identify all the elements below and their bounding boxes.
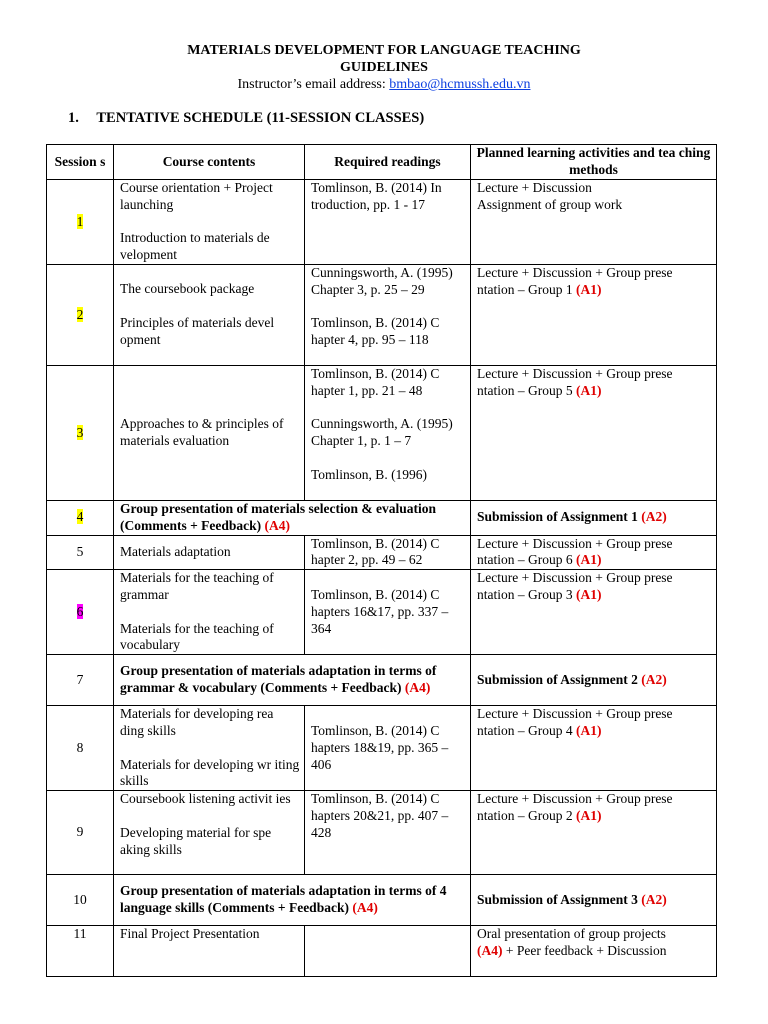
activity-line: Lecture + Discussion + Group prese ntation – Group 4 [477, 706, 673, 738]
assignment-tag: (A2) [641, 671, 667, 687]
activities-cell [471, 500, 717, 535]
session-number: 4 [76, 509, 84, 525]
session-cell [47, 535, 114, 570]
activity-line: Submission of Assignment 1 [477, 509, 638, 525]
instructor-email-line [0, 76, 768, 93]
reading-line: Tomlinson, B. (2014) In troduction, pp. 1 - 17 [311, 180, 442, 212]
content-line: Materials for developing wr iting skills [120, 756, 300, 789]
content-line: Coursebook listening activit ies [120, 791, 291, 807]
activities-cell [471, 535, 717, 570]
session-number: 9 [76, 824, 84, 840]
session-number: 6 [76, 603, 84, 619]
section-heading [68, 110, 424, 127]
content-line: Group presentation of materials selection & evaluation (Comments + Feedback) [120, 500, 436, 533]
content-line: The coursebook package [120, 281, 255, 297]
content-line: Introduction to materials de velopment [120, 230, 270, 263]
contents-cell [114, 180, 305, 265]
session-cell [47, 926, 114, 977]
header-readings: Required readings [305, 145, 471, 180]
session-number: 7 [76, 671, 84, 687]
table-row [47, 264, 717, 365]
activities-cell [471, 791, 717, 875]
reading-line: Tomlinson, B. (2014) C hapter 4, pp. 95 – 118 [311, 315, 440, 348]
session-cell [47, 264, 114, 365]
activity-line: Submission of Assignment 2 [477, 671, 638, 687]
session-cell [47, 180, 114, 265]
activities-cell [471, 570, 717, 655]
activities-cell [471, 655, 717, 706]
assignment-tag: (A1) [576, 281, 602, 297]
document-title: MATERIALS DEVELOPMENT FOR LANGUAGE TEACHING [187, 43, 581, 58]
content-line: Group presentation of materials adaptation in terms of grammar & vocabulary (Comments + Feedback) [120, 663, 437, 696]
table-row [47, 365, 717, 500]
content-line: Developing material for spe aking skills [120, 824, 272, 857]
session-number: 10 [73, 891, 87, 907]
table-row [47, 926, 717, 977]
content-line: Materials for the teaching of grammar [120, 570, 274, 602]
session-cell [47, 570, 114, 655]
reading-line: Cunningsworth, A. (1995) [311, 416, 453, 432]
session-cell [47, 365, 114, 500]
header-session: Session s [47, 145, 114, 180]
reading-line: Tomlinson, B. (2014) C hapters 16&17, pp. 337 – 364 [311, 586, 449, 636]
readings-cell [305, 926, 471, 977]
activities-cell [471, 926, 717, 977]
table-row [47, 535, 717, 570]
table-row [47, 570, 717, 655]
assignment-tag: (A1) [576, 552, 602, 568]
readings-cell [305, 365, 471, 500]
assignment-tag: (A1) [576, 382, 602, 398]
content-line: Principles of materials devel opment [120, 314, 275, 347]
activity-line: Oral presentation of group projects [477, 926, 666, 942]
assignment-tag: (A2) [641, 891, 667, 907]
reading-line: Tomlinson, B. (2014) C hapters 20&21, pp. 407 – 428 [311, 791, 449, 840]
readings-cell [305, 535, 471, 570]
email-link[interactable]: bmbao@hcmussh.edu.vn [389, 77, 531, 92]
activities-cell [471, 264, 717, 365]
contents-cell [114, 655, 471, 706]
activity-line: Assignment of group work [477, 196, 623, 212]
table-header-row [47, 145, 717, 180]
session-cell [47, 500, 114, 535]
session-cell [47, 875, 114, 926]
contents-cell [114, 875, 471, 926]
content-line: Final Project Presentation [120, 926, 260, 942]
activities-cell [471, 875, 717, 926]
section-number: 1. [68, 110, 79, 126]
email-label: Instructor’s email address: [237, 77, 386, 92]
content-line: Materials for the teaching of vocabulary [120, 620, 274, 653]
contents-cell [114, 706, 305, 791]
activity-line: Lecture + Discussion [477, 180, 592, 195]
readings-cell [305, 706, 471, 791]
document-header [0, 42, 768, 93]
contents-cell [114, 264, 305, 365]
content-line: Approaches to & principles of materials evaluation [120, 416, 284, 448]
activity-line: Lecture + Discussion + Group prese ntation – Group 5 [477, 365, 673, 398]
table-row [47, 180, 717, 265]
activity-line: Lecture + Discussion + Group prese ntation – Group 2 [477, 791, 673, 823]
session-number: 1 [76, 213, 84, 229]
section-title: TENTATIVE SCHEDULE (11-SESSION CLASSES) [96, 110, 425, 126]
content-line: Materials adaptation [120, 543, 231, 559]
activity-line: Lecture + Discussion + Group prese ntation – Group 6 [477, 535, 673, 568]
schedule-table [46, 144, 717, 977]
activities-cell [471, 706, 717, 791]
contents-cell [114, 926, 305, 977]
assignment-tag: (A1) [576, 722, 602, 738]
activity-line: + Peer feedback + Discussion [505, 942, 667, 958]
reading-line: Tomlinson, B. (1996) [311, 466, 428, 482]
table-row [47, 791, 717, 875]
readings-cell [305, 570, 471, 655]
assignment-tag: (A1) [576, 807, 602, 823]
assignment-tag: (A1) [576, 586, 602, 602]
reading-line: Chapter 1, p. 1 – 7 [311, 433, 412, 449]
session-cell [47, 706, 114, 791]
activities-cell [471, 180, 717, 265]
reading-line: Tomlinson, B. (2014) C hapters 18&19, pp. 365 – 406 [311, 722, 449, 772]
contents-cell [114, 365, 305, 500]
table-row [47, 500, 717, 535]
activity-line: Lecture + Discussion + Group prese ntation – Group 3 [477, 570, 673, 602]
session-cell [47, 655, 114, 706]
table-row [47, 655, 717, 706]
header-activities: Planned learning activities and tea ching methods [471, 145, 717, 180]
readings-cell [305, 791, 471, 875]
table-row [47, 875, 717, 926]
assignment-tag: (A2) [641, 509, 667, 525]
assignment-tag: (A4) [404, 680, 431, 696]
content-line: Group presentation of materials adaptation in terms of 4 language skills (Comments + Feedback) [120, 883, 447, 916]
contents-cell [114, 570, 305, 655]
session-number: 2 [76, 306, 84, 322]
readings-cell [305, 180, 471, 265]
readings-cell [305, 264, 471, 365]
contents-cell [114, 791, 305, 875]
session-cell [47, 791, 114, 875]
assignment-tag: (A4) [477, 942, 503, 958]
session-number: 3 [76, 424, 84, 440]
activity-line: Submission of Assignment 3 [477, 891, 638, 907]
contents-cell [114, 535, 305, 570]
reading-line: Tomlinson, B. (2014) C hapter 2, pp. 49 – 62 [311, 535, 440, 568]
session-number: 5 [76, 543, 84, 559]
table-row [47, 706, 717, 791]
activity-line: Lecture + Discussion + Group prese ntation – Group 1 [477, 264, 673, 297]
session-number: 8 [76, 739, 84, 755]
assignment-tag: (A4) [264, 517, 291, 533]
session-number: 11 [73, 926, 87, 942]
reading-line: Tomlinson, B. (2014) C hapter 1, pp. 21 – 48 [311, 365, 440, 398]
header-contents: Course contents [114, 145, 305, 180]
reading-line: Chapter 3, p. 25 – 29 [311, 281, 425, 297]
activities-cell [471, 365, 717, 500]
content-line: Materials for developing rea ding skills [120, 706, 274, 738]
reading-line: Cunningsworth, A. (1995) [311, 264, 453, 280]
assignment-tag: (A4) [352, 900, 378, 916]
content-line: Course orientation + Project launching [120, 180, 273, 212]
document-subtitle: GUIDELINES [340, 60, 428, 75]
contents-cell [114, 500, 471, 535]
